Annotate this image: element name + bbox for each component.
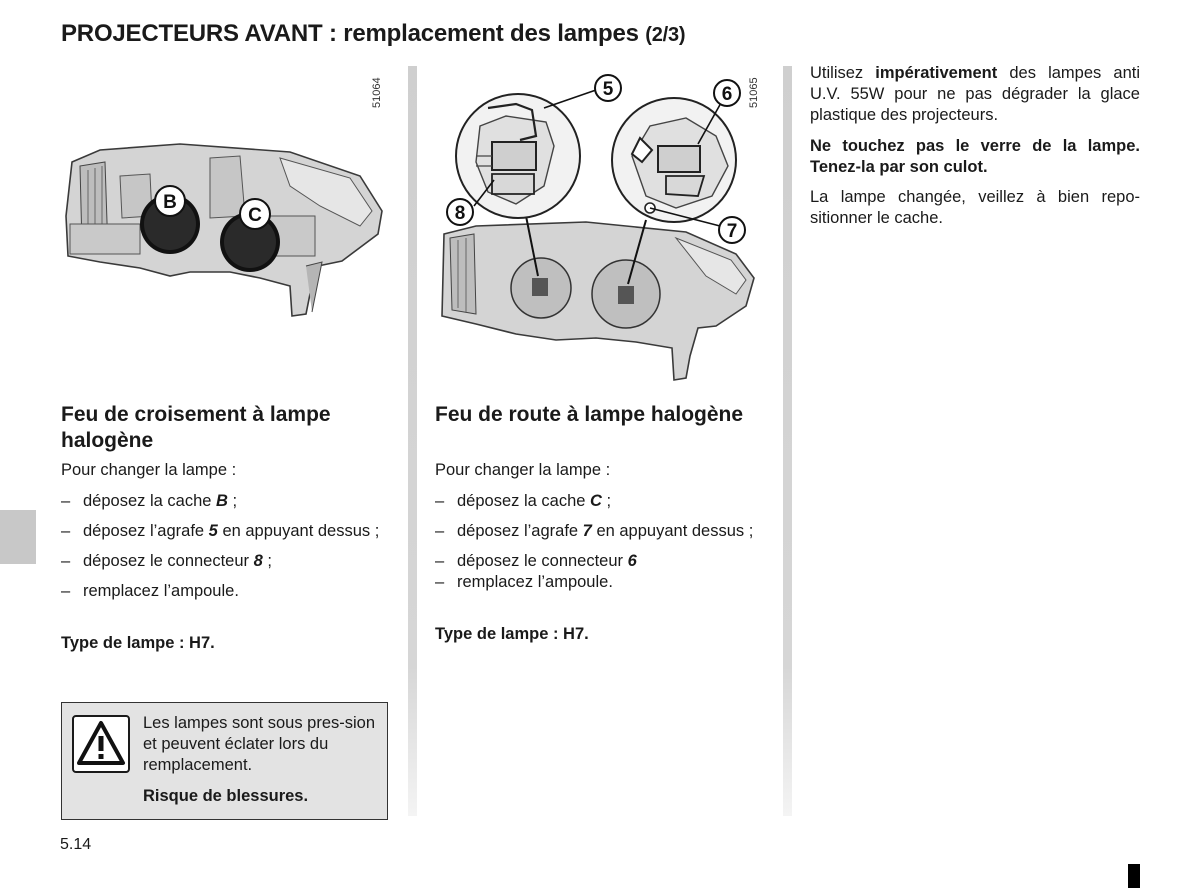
high-beam-heading: Feu de route à lampe halogène	[435, 403, 744, 426]
page-title-main: PROJECTEURS AVANT : remplacement des lampes	[61, 20, 639, 47]
high-beam-steps	[435, 491, 765, 593]
warning-risk: Risque de blessures.	[143, 787, 309, 805]
chapter-tab	[0, 510, 36, 564]
callout-7-label: 7	[726, 221, 738, 242]
callout-c-label: C	[248, 205, 262, 226]
headlight-detail-illustration	[436, 66, 766, 386]
page-marker	[1128, 864, 1140, 888]
high-beam-intro: Pour changer la lampe :	[435, 461, 611, 479]
list-item: – déposez la cache B ;	[61, 492, 238, 510]
low-beam-lamp-type: Type de lampe : H7.	[61, 634, 215, 652]
warning-triangle-icon	[72, 715, 130, 773]
list-item: – déposez l’agrafe 5 en appuyant dessus ;	[61, 522, 380, 540]
column-divider-left	[408, 66, 417, 816]
uv-lamp-note: Utilisez impérativement des lampes anti U.V. 55W pour ne pas dégrader la glace plastique des projecteurs.	[810, 64, 1140, 124]
page-title	[61, 20, 685, 48]
page-title-suffix: (2/3)	[645, 24, 686, 46]
list-item: – déposez le connecteur 6	[435, 552, 637, 570]
headlight-rear-illustration	[60, 66, 395, 366]
high-beam-lamp-type: Type de lampe : H7.	[435, 625, 589, 643]
column-divider-right	[783, 66, 792, 816]
callout-8-label: 8	[454, 203, 466, 224]
warning-text: Les lampes sont sous pres-sion et peuvent éclater lors du remplacement.	[143, 714, 376, 774]
list-item: – déposez la cache C ;	[435, 492, 612, 510]
headlight-figure-low-beam	[60, 66, 395, 366]
list-item: – déposez le connecteur 8 ;	[61, 552, 272, 570]
low-beam-heading: Feu de croisement à lampe halogène	[61, 403, 331, 452]
callout-5-label: 5	[602, 79, 614, 100]
handling-note: Ne touchez pas le verre de la lampe. Tenez-la par son culot.	[810, 137, 1140, 176]
figure-id-left: 51064	[371, 77, 383, 108]
headlight-figure-high-beam	[436, 66, 766, 386]
callout-b-label: B	[163, 192, 177, 213]
page-number: 5.14	[60, 836, 92, 853]
list-item: – remplacez l’ampoule.	[435, 573, 613, 591]
callout-6-label: 6	[721, 84, 733, 105]
list-item: – remplacez l’ampoule.	[61, 582, 239, 600]
low-beam-intro: Pour changer la lampe :	[61, 461, 237, 479]
figure-id-middle: 51065	[748, 77, 760, 108]
low-beam-steps	[61, 491, 390, 602]
warning-box	[61, 702, 388, 820]
list-item: – déposez l’agrafe 7 en appuyant dessus ;	[435, 522, 754, 540]
reposition-note: La lampe changée, veillez à bien repo-sitionner le cache.	[810, 188, 1140, 227]
